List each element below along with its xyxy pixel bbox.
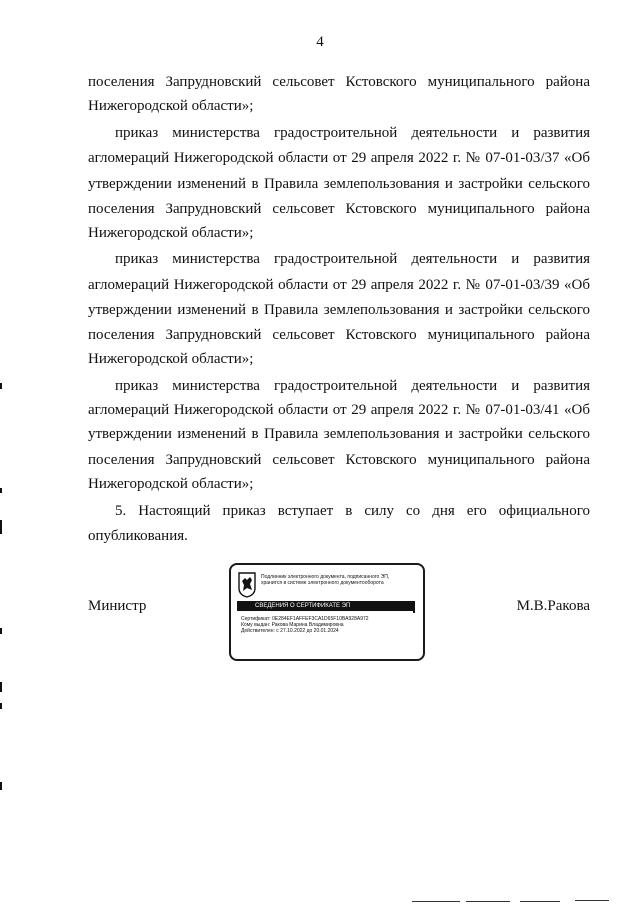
text-line: Нижегородской области»; [88, 98, 254, 114]
certificate-number: Сертификат: 0E284EF1AFFEF3CA1D65F10BA928A972 [241, 616, 369, 622]
text-line: поселения Запрудновский сельсовет Кстовского муниципального района [88, 201, 590, 217]
text-line: агломераций Нижегородской области от 29 апреля 2022 г. № 07-01-03/39 «Об [88, 277, 590, 293]
text-line: поселения Запрудновский сельсовет Кстовского муниципального района [88, 327, 590, 343]
scan-mark [0, 782, 2, 790]
e-signature-stamp [229, 563, 425, 661]
text-line: приказ министерства градостроительной деятельности и развития [115, 251, 590, 267]
footer-line [412, 901, 460, 902]
stamp-header-line: хранится в системе электронного документооборота [261, 580, 384, 586]
stamp-bar-edge [413, 601, 415, 613]
signatory-position: Министр [88, 598, 147, 614]
coat-of-arms-icon [238, 572, 256, 598]
scan-mark [0, 682, 2, 692]
text-line: Нижегородской области»; [88, 351, 254, 367]
text-line: приказ министерства градостроительной деятельности и развития [115, 125, 590, 141]
text-line: утверждении изменений в Правила землепользования и застройки сельского [88, 426, 590, 442]
text-line: поселения Запрудновский сельсовет Кстовского муниципального района [88, 74, 590, 90]
stamp-title: СВЕДЕНИЯ О СЕРТИФИКАТЕ ЭП [237, 601, 413, 611]
certificate-validity: Действителен: с 27.10.2022 до 20.01.2024 [241, 628, 339, 634]
text-line: Нижегородской области»; [88, 225, 254, 241]
scan-mark [0, 383, 2, 389]
text-line: приказ министерства градостроительной деятельности и развития [115, 378, 590, 394]
scan-mark [0, 628, 2, 634]
stamp-header-line: Подлинник электронного документа, подписанного ЭП, [261, 574, 390, 580]
stamp-header [261, 574, 421, 586]
footer-line [575, 900, 609, 901]
text-line: опубликования. [88, 528, 188, 544]
text-line: 5. Настоящий приказ вступает в силу со дня его официального [115, 503, 590, 519]
stamp-details [241, 616, 421, 634]
text-line: утверждении изменений в Правила землепользования и застройки сельского [88, 302, 590, 318]
footer-line [466, 901, 510, 902]
scan-mark [0, 703, 2, 709]
footer-line [520, 901, 560, 902]
scan-mark [0, 488, 2, 493]
certificate-owner: Кому выдан: Ракова Марина Владимировна [241, 622, 344, 628]
page-number: 4 [316, 34, 324, 50]
signatory-name: М.В.Ракова [516, 598, 590, 614]
text-line: агломераций Нижегородской области от 29 апреля 2022 г. № 07-01-03/41 «Об [88, 402, 590, 418]
text-line: агломераций Нижегородской области от 29 апреля 2022 г. № 07-01-03/37 «Об [88, 150, 590, 166]
text-line: утверждении изменений в Правила землепользования и застройки сельского [88, 176, 590, 192]
scan-mark [0, 520, 2, 534]
text-line: Нижегородской области»; [88, 476, 254, 492]
text-line: поселения Запрудновский сельсовет Кстовского муниципального района [88, 452, 590, 468]
